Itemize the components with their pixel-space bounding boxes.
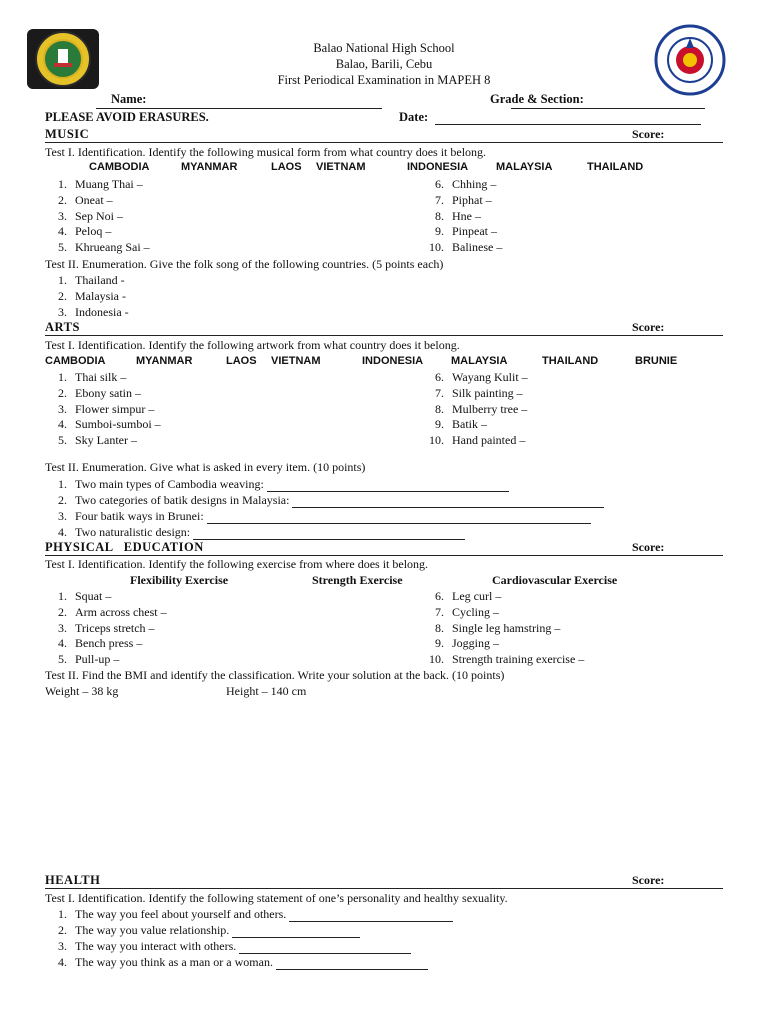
- list-item: 2. The way you value relationship.: [45, 922, 453, 938]
- answer-line[interactable]: [193, 527, 465, 540]
- list-item: 10. Strength training exercise –: [429, 652, 585, 667]
- pe-category: Strength Exercise: [312, 573, 403, 587]
- answer-line[interactable]: [276, 957, 428, 970]
- list-item: 9. Batik –: [435, 417, 487, 432]
- pe-rule: [45, 555, 723, 556]
- arts-country: BRUNIE: [635, 355, 678, 367]
- arts-score-label: Score:: [632, 320, 665, 334]
- pe-left-list: [45, 589, 167, 668]
- list-item: 2. Ebony satin –: [58, 385, 141, 400]
- music-left-list: [45, 177, 150, 256]
- arts-enum-list: [45, 476, 604, 540]
- answer-line[interactable]: [289, 909, 453, 922]
- music-country: INDONESIA: [407, 161, 469, 173]
- list-item: 3. Sep Noi –: [58, 208, 123, 223]
- pe-height: Height – 140 cm: [226, 684, 307, 698]
- list-item: 3. Flower simpur –: [58, 401, 155, 416]
- list-item: 2. Oneat –: [58, 192, 113, 207]
- arts-test1-instruction: Test I. Identification. Identify the following artwork from what country does it belong.: [45, 338, 460, 352]
- name-label: Name:: [111, 92, 147, 106]
- list-item: 5. Khrueang Sai –: [58, 240, 150, 255]
- list-item: 2. Two categories of batik designs in Malaysia:: [45, 492, 604, 508]
- health-title: HEALTH: [45, 873, 101, 887]
- list-item: 9. Pinpeat –: [435, 224, 497, 239]
- music-country: MALAYSIA: [496, 161, 553, 173]
- answer-line[interactable]: [267, 479, 509, 492]
- arts-country: MYANMAR: [136, 355, 193, 367]
- arts-country: INDONESIA: [362, 355, 424, 367]
- arts-right-list: [422, 370, 528, 449]
- music-country: THAILAND: [587, 161, 644, 173]
- list-item: 3. The way you interact with others.: [45, 938, 453, 954]
- list-item: 4. Bench press –: [58, 636, 143, 651]
- pe-title: PHYSICAL EDUCATION: [45, 540, 204, 554]
- answer-line[interactable]: [292, 495, 604, 508]
- list-item: 8. Mulberry tree –: [435, 401, 528, 416]
- pe-category: Cardiovascular Exercise: [492, 573, 618, 587]
- pe-test2-instruction: Test II. Find the BMI and identify the classification. Write your solution at the back. (10 points): [45, 668, 505, 682]
- answer-line[interactable]: [239, 941, 411, 954]
- grade-label: Grade & Section:: [490, 92, 584, 106]
- music-right-list: [422, 177, 502, 256]
- music-title: MUSIC: [45, 127, 90, 141]
- list-item: 1. Two main types of Cambodia weaving:: [45, 476, 604, 492]
- exam-title: First Periodical Examination in MAPEH 8: [277, 73, 491, 87]
- list-item: 8. Hne –: [435, 208, 481, 223]
- list-item: 5. Sky Lanter –: [58, 433, 137, 448]
- arts-country: VIETNAM: [271, 355, 321, 367]
- health-list: [45, 906, 453, 970]
- list-item: 10. Balinese –: [429, 240, 503, 255]
- list-item: 7. Cycling –: [435, 604, 499, 619]
- arts-country: THAILAND: [542, 355, 599, 367]
- music-test2-instruction: Test II. Enumeration. Give the folk song of the following countries. (5 points each): [45, 257, 444, 271]
- music-country: MYANMAR: [181, 161, 238, 173]
- list-item: 4. Sumboi-sumboi –: [58, 417, 161, 432]
- music-test1-instruction: Test I. Identification. Identify the following musical form from what country does it belong.: [45, 145, 487, 159]
- arts-rule: [45, 335, 723, 336]
- health-rule: [45, 888, 723, 889]
- arts-country: MALAYSIA: [451, 355, 508, 367]
- grade-line[interactable]: [511, 108, 705, 109]
- arts-test2-instruction: Test II. Enumeration. Give what is asked in every item. (10 points): [45, 460, 366, 474]
- list-item: 1. Muang Thai –: [58, 177, 143, 191]
- music-country: VIETNAM: [316, 161, 366, 173]
- pe-test1-instruction: Test I. Identification. Identify the following exercise from where does it belong.: [45, 557, 429, 571]
- list-item: 9. Jogging –: [435, 636, 500, 651]
- list-item: 6. Chhing –: [435, 177, 497, 191]
- avoid-erasures-note: PLEASE AVOID ERASURES.: [45, 110, 209, 124]
- pe-category: Flexibility Exercise: [130, 573, 229, 587]
- health-test1-instruction: Test I. Identification. Identify the following statement of one’s personality and healthy sexuality.: [45, 891, 508, 905]
- list-item: 2. Arm across chest –: [58, 604, 167, 619]
- music-enum-list: [45, 273, 129, 320]
- list-item: 1. Thailand -: [58, 273, 125, 287]
- music-score-label: Score:: [632, 127, 665, 141]
- list-item: 7. Piphat –: [435, 192, 492, 207]
- music-country: LAOS: [271, 161, 302, 173]
- list-item: 2. Malaysia -: [58, 288, 126, 303]
- health-score-label: Score:: [632, 873, 665, 887]
- answer-line[interactable]: [232, 925, 360, 938]
- list-item: 4. Peloq –: [58, 224, 112, 239]
- name-line[interactable]: [96, 108, 382, 109]
- arts-country: LAOS: [226, 355, 257, 367]
- list-item: 5. Pull-up –: [58, 652, 120, 667]
- list-item: 3. Indonesia -: [58, 304, 129, 319]
- pe-weight: Weight – 38 kg: [45, 684, 119, 698]
- music-rule: [45, 142, 723, 143]
- answer-line[interactable]: [207, 511, 591, 524]
- pe-score-label: Score:: [632, 540, 665, 554]
- list-item: 3. Triceps stretch –: [58, 620, 155, 635]
- list-item: 8. Single leg hamstring –: [435, 620, 561, 635]
- date-label: Date:: [399, 110, 429, 124]
- list-item: 1. Thai silk –: [58, 370, 127, 384]
- list-item: 6. Wayang Kulit –: [435, 370, 528, 384]
- date-line[interactable]: [435, 124, 701, 125]
- list-item: 4. The way you think as a man or a woman.: [45, 954, 453, 970]
- school-address: Balao, Barili, Cebu: [335, 57, 433, 71]
- list-item: 4. Two naturalistic design:: [45, 524, 604, 540]
- arts-left-list: [45, 370, 161, 449]
- list-item: 7. Silk painting –: [435, 385, 523, 400]
- list-item: 6. Leg curl –: [435, 589, 502, 603]
- music-country: CAMBODIA: [89, 161, 150, 173]
- list-item: 1. Squat –: [58, 589, 112, 603]
- list-item: 3. Four batik ways in Brunei:: [45, 508, 604, 524]
- pe-right-list: [422, 589, 584, 668]
- school-name: Balao National High School: [313, 41, 455, 55]
- arts-title: ARTS: [45, 320, 80, 334]
- list-item: 10. Hand painted –: [429, 433, 526, 448]
- arts-country: CAMBODIA: [45, 355, 106, 367]
- list-item: 1. The way you feel about yourself and others.: [45, 906, 453, 922]
